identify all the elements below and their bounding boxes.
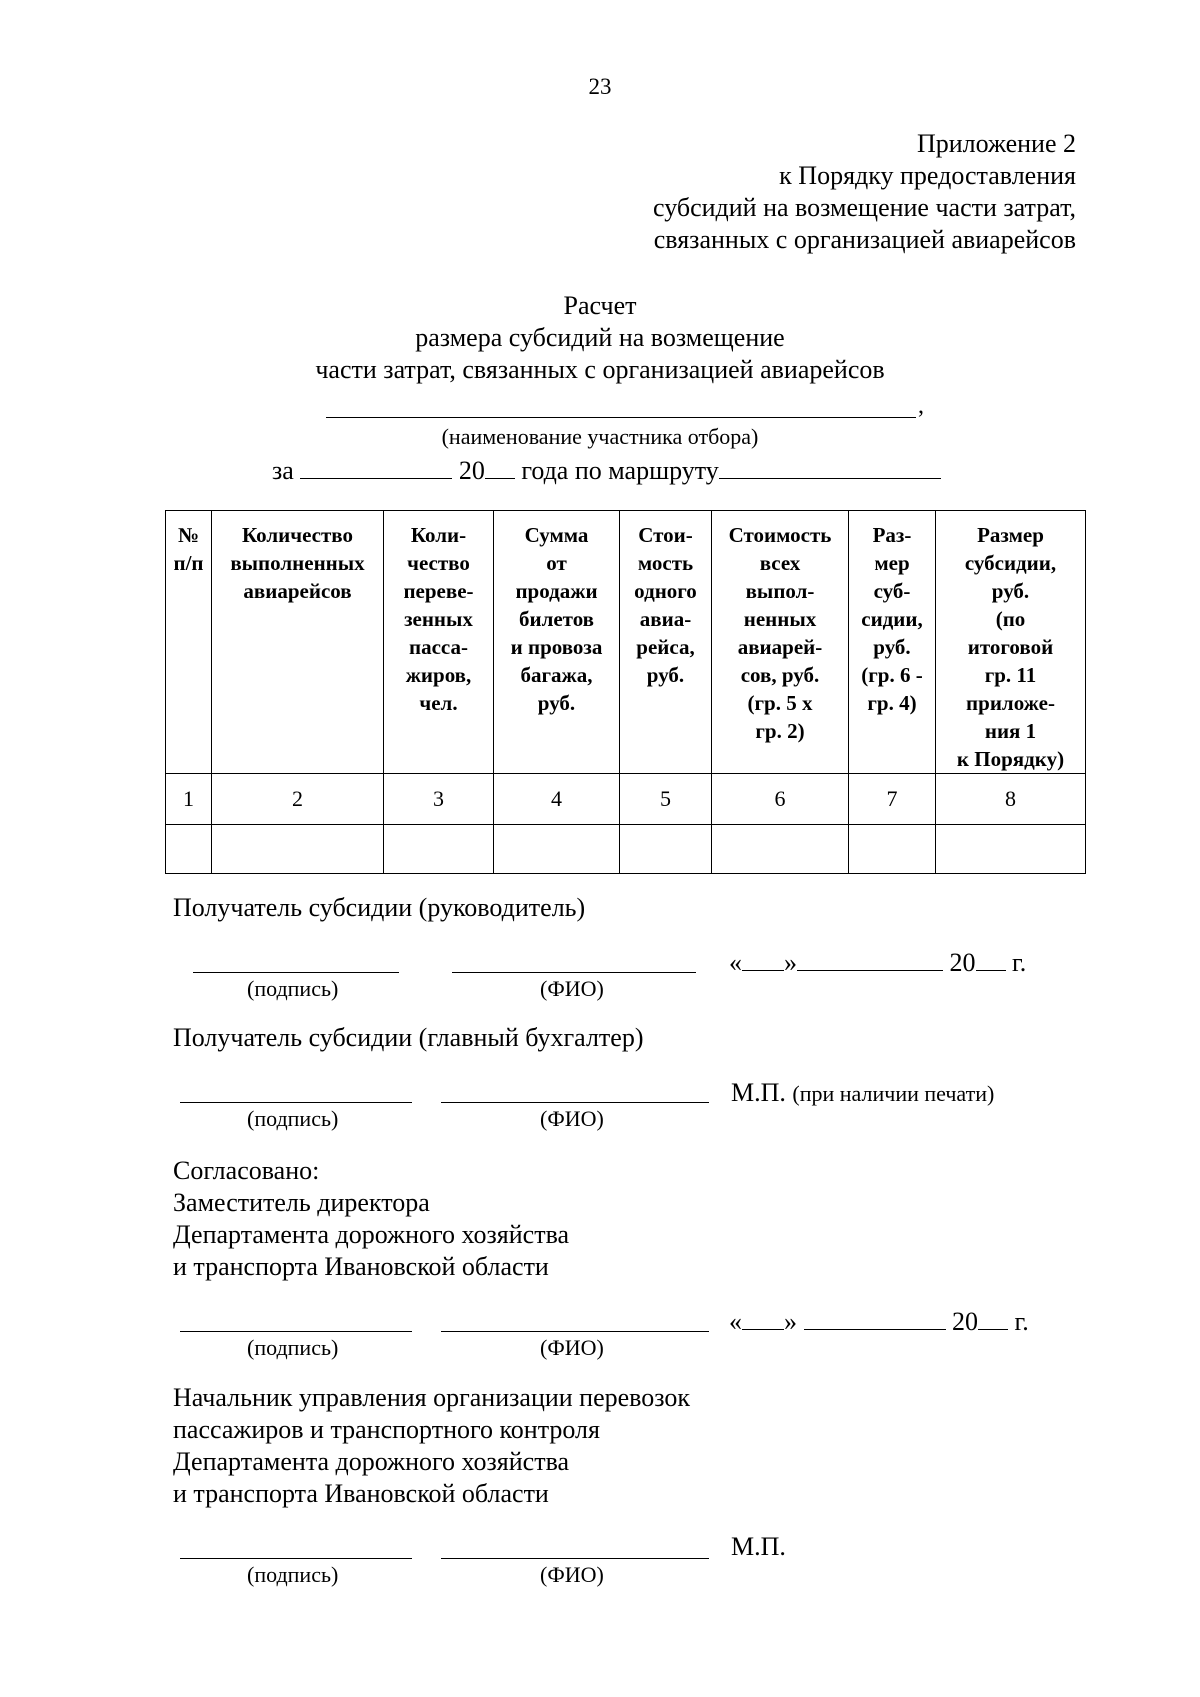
year-suffix: г.	[1014, 1307, 1029, 1336]
appendix-line: к Порядку предоставления	[779, 161, 1076, 190]
header-line: руб.	[991, 579, 1030, 603]
header-cell	[620, 511, 712, 774]
header-line: сов, руб.	[740, 663, 820, 687]
data-cell[interactable]	[936, 825, 1086, 874]
column-number: 6	[712, 774, 849, 825]
header-cell	[494, 511, 620, 774]
header-line: авиарейсов	[243, 579, 352, 603]
year-prefix: 20	[949, 948, 976, 977]
header-cell	[384, 511, 494, 774]
data-cell[interactable]	[494, 825, 620, 874]
header-line: билетов	[518, 607, 595, 631]
appendix-line: субсидий на возмещение части затрат,	[653, 193, 1076, 222]
header-line: выполненных	[230, 551, 365, 575]
header-line: чество	[407, 551, 470, 575]
title-line: размера субсидий на возмещение	[415, 323, 785, 352]
header-line: выпол-	[745, 579, 815, 603]
header-line: переве-	[403, 579, 474, 603]
recipient-accountant-label: Получатель субсидии (главный бухгалтер)	[173, 1023, 644, 1052]
year-suffix: г.	[1012, 948, 1027, 977]
header-line: авиарей-	[737, 635, 823, 659]
column-number: 1	[166, 774, 212, 825]
header-line: ненных	[743, 607, 817, 631]
year-field[interactable]	[485, 454, 515, 479]
title-line: части затрат, связанных с организацией авиарейсов	[315, 355, 885, 384]
day-field[interactable]	[742, 948, 784, 971]
header-line: ния 1	[984, 719, 1037, 743]
header-line: руб.	[537, 691, 576, 715]
header-line: одного	[634, 579, 697, 603]
calculation-table	[165, 510, 1086, 874]
signature-field[interactable]	[180, 1076, 412, 1103]
data-cell[interactable]	[166, 825, 212, 874]
data-cell[interactable]	[849, 825, 936, 874]
header-line: приложе-	[966, 691, 1055, 715]
chief-line: Начальник управления организации перевозок	[173, 1383, 691, 1412]
fio-caption: (ФИО)	[540, 1335, 604, 1360]
comma-mark: ,	[918, 393, 924, 419]
title-line: Расчет	[563, 291, 637, 320]
fio-field[interactable]	[441, 1076, 709, 1103]
chief-line: пассажиров и транспортного контроля	[173, 1415, 600, 1444]
stamp-text: М.П.	[731, 1078, 786, 1107]
year-field[interactable]	[978, 1307, 1008, 1330]
header-line: Стои-	[638, 523, 693, 547]
chief-line: и транспорта Ивановской области	[173, 1479, 549, 1508]
date-line	[729, 1307, 1029, 1337]
header-cell	[166, 511, 212, 774]
header-cell	[849, 511, 936, 774]
header-line: п/п	[173, 551, 204, 575]
month-field[interactable]	[804, 1307, 946, 1330]
stamp-note: (при наличии печати)	[792, 1081, 995, 1106]
header-cell	[936, 511, 1086, 774]
table-row	[166, 825, 1086, 874]
appendix-line: связанных с организацией авиарейсов	[653, 225, 1076, 254]
fio-caption: (ФИО)	[540, 976, 604, 1001]
header-line: №	[177, 523, 200, 547]
header-cell	[212, 511, 384, 774]
header-line: суб-	[873, 579, 911, 603]
participant-caption: (наименование участника отбора)	[441, 424, 759, 449]
quote-close: »	[784, 948, 797, 977]
chief-block	[173, 1382, 690, 1510]
header-line: Сумма	[524, 523, 589, 547]
column-number: 7	[849, 774, 936, 825]
data-cell[interactable]	[712, 825, 849, 874]
header-line: и провоза	[510, 635, 603, 659]
chief-line: Департамента дорожного хозяйства	[173, 1447, 570, 1476]
page-number: 23	[588, 74, 612, 99]
fio-field[interactable]	[441, 1305, 709, 1332]
period-year: 20	[458, 456, 485, 485]
participant-name-field[interactable]	[326, 389, 916, 418]
header-line: к Порядку)	[956, 747, 1065, 771]
stamp-text: М.П.	[731, 1532, 786, 1561]
header-line: (по	[995, 607, 1026, 631]
header-line: Размер	[977, 523, 1044, 547]
data-cell[interactable]	[620, 825, 712, 874]
header-line: гр. 2)	[755, 719, 805, 743]
quote-open: «	[729, 948, 742, 977]
fio-field[interactable]	[452, 946, 696, 973]
period-line	[272, 454, 941, 486]
fio-caption: (ФИО)	[540, 1562, 604, 1587]
header-line: мер	[874, 551, 910, 575]
stamp-label	[731, 1078, 994, 1108]
header-line: гр. 11	[984, 663, 1037, 687]
year-prefix: 20	[952, 1307, 978, 1336]
header-line: Раз-	[872, 523, 912, 547]
header-line: чел.	[419, 691, 458, 715]
header-line: рейса,	[636, 635, 695, 659]
recipient-head-label: Получатель субсидии (руководитель)	[173, 893, 586, 922]
period-prefix: за	[272, 456, 294, 485]
date-line	[729, 948, 1026, 978]
period-suffix: года по маршруту	[521, 456, 719, 485]
header-line: итоговой	[967, 635, 1054, 659]
header-line: субсидии,	[964, 551, 1057, 575]
period-field[interactable]	[300, 454, 452, 479]
signature-caption: (подпись)	[247, 976, 339, 1001]
quote-open: «	[729, 1307, 742, 1336]
quote-close: »	[784, 1307, 797, 1336]
header-line: руб.	[873, 635, 911, 659]
year-field[interactable]	[976, 948, 1006, 971]
agreed-block	[173, 1155, 569, 1283]
header-line: мость	[637, 551, 694, 575]
header-line: продажи	[515, 579, 598, 603]
header-line: руб.	[646, 663, 685, 687]
agreed-line: Согласовано:	[173, 1156, 320, 1185]
signature-caption: (подпись)	[247, 1562, 339, 1587]
header-line: багажа,	[520, 663, 593, 687]
header-line: от	[546, 551, 567, 575]
signature-caption: (подпись)	[247, 1106, 339, 1131]
day-field[interactable]	[742, 1307, 784, 1330]
table-header-row	[166, 511, 1086, 774]
column-number: 5	[620, 774, 712, 825]
fio-caption: (ФИО)	[540, 1106, 604, 1131]
signature-field[interactable]	[180, 1532, 412, 1559]
header-line: авиа-	[639, 607, 692, 631]
header-line: пасса-	[409, 635, 468, 659]
appendix-line: Приложение 2	[916, 129, 1076, 158]
signature-field[interactable]	[193, 946, 399, 973]
header-line: Количество	[241, 523, 354, 547]
header-line: всех	[759, 551, 801, 575]
agreed-line: и транспорта Ивановской области	[173, 1252, 549, 1281]
agreed-line: Департамента дорожного хозяйства	[173, 1220, 570, 1249]
column-number: 2	[212, 774, 384, 825]
appendix-reference	[653, 128, 1076, 256]
header-line: зенных	[404, 607, 473, 631]
header-line: сидии,	[861, 607, 923, 631]
column-number: 3	[384, 774, 494, 825]
fio-field[interactable]	[441, 1532, 709, 1559]
month-field[interactable]	[797, 948, 943, 971]
column-number-row	[166, 774, 1086, 825]
column-number: 8	[936, 774, 1086, 825]
header-cell	[712, 511, 849, 774]
agreed-line: Заместитель директора	[173, 1188, 430, 1217]
document-title	[0, 290, 1200, 386]
header-line: Коли-	[410, 523, 467, 547]
signature-caption: (подпись)	[247, 1335, 339, 1360]
header-line: жиров,	[405, 663, 472, 687]
header-line: (гр. 5 х	[747, 691, 813, 715]
header-line: гр. 4)	[867, 691, 917, 715]
header-line: (гр. 6 -	[861, 663, 923, 687]
route-field[interactable]	[719, 454, 941, 479]
header-line: Стоимость	[728, 523, 832, 547]
column-number: 4	[494, 774, 620, 825]
signature-field[interactable]	[180, 1305, 412, 1332]
data-cell[interactable]	[384, 825, 494, 874]
data-cell[interactable]	[212, 825, 384, 874]
